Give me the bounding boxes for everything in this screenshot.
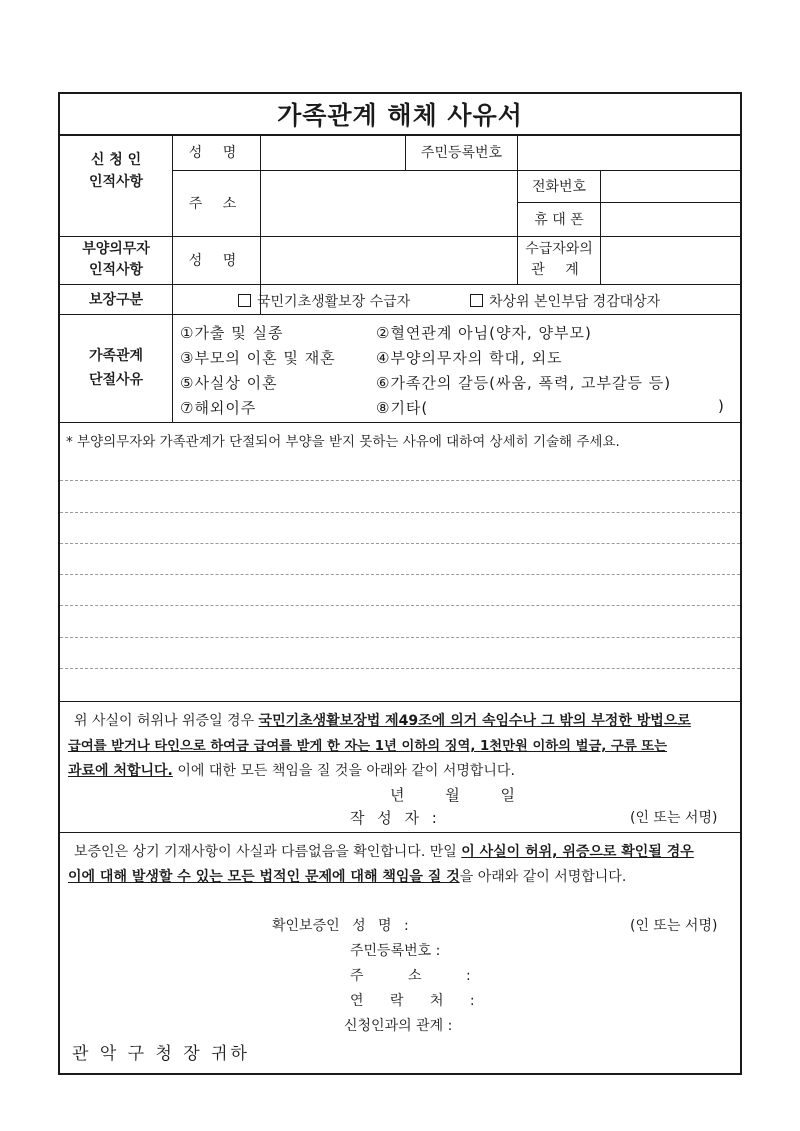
- coverage-label: 보장구분: [88, 292, 144, 308]
- guarantor-line2: [68, 865, 736, 889]
- reason-option[interactable]: ⑦해외이주: [180, 399, 257, 417]
- declaration-sign-note: (인 또는 서명): [630, 810, 718, 826]
- applicant-address-label: 주 소: [188, 196, 245, 212]
- reason-option[interactable]: ⑥가족간의 갈등(싸움, 폭력, 고부갈등 등): [376, 374, 672, 392]
- declaration-line1-a: 위 사실이 허위나 위증일 경우: [74, 713, 259, 729]
- reason-option[interactable]: ②혈연관계 아님(양자, 양부모): [376, 324, 592, 342]
- applicant-mobile-field[interactable]: [601, 203, 742, 235]
- declaration-writer-field[interactable]: [460, 807, 620, 827]
- declaration-line3-b: 이에 대한 모든 책임을 질 것을 아래와 같이 서명합니다.: [172, 763, 515, 779]
- grid-line: [172, 314, 173, 422]
- guarantor-line1-b: 이 사실이 허위, 위증으로 확인될 경우: [461, 844, 694, 860]
- declaration-line2-text: 급여를 받거나 타인으로 하여금 급여를 받게 한 자는 1년 이하의 징역, 1천만원 이하의 벌금, 구류 또는: [68, 739, 667, 754]
- applicant-phone-field[interactable]: [601, 171, 742, 201]
- detail-text-area[interactable]: [60, 444, 742, 699]
- applicant-rrn-field[interactable]: [518, 135, 742, 169]
- reason-option[interactable]: ④부양의무자의 학대, 외도: [376, 349, 563, 367]
- guarantor-address-label: 주 소 :: [350, 968, 471, 984]
- coverage-option-1-text: 국민기초생활보장 수급자: [257, 294, 411, 310]
- reason-option[interactable]: ③부모의 이혼 및 재혼: [180, 349, 336, 367]
- reason-option[interactable]: ①가출 및 실종: [180, 324, 284, 342]
- applicant-rrn-label: 주민등록번호: [420, 145, 503, 161]
- guarantor-rrn-label: 주민등록번호 :: [350, 943, 441, 959]
- application-form: [58, 92, 742, 1075]
- reasons-label-line1: 가족관계: [88, 348, 144, 364]
- applicant-phone-label: 전화번호: [531, 179, 587, 195]
- guarantor-line2-a: 이에 대해 발생할 수 있는 모든 법적인 문제에 대해 책임을 질 것: [68, 869, 460, 885]
- reason-option[interactable]: ⑤사실상 이혼: [180, 374, 278, 392]
- supporter-relation-field[interactable]: [601, 237, 742, 283]
- guarantor-name-field[interactable]: [460, 913, 620, 933]
- guarantor-line1: [68, 840, 736, 864]
- grid-line: [60, 701, 742, 702]
- grid-line: [60, 422, 742, 423]
- guarantor-contact-field[interactable]: [460, 988, 620, 1008]
- coverage-option-1[interactable]: [238, 291, 410, 311]
- applicant-label-line1: 신 청 인: [90, 152, 142, 168]
- applicant-section-label: [60, 134, 172, 190]
- applicant-name-field[interactable]: [261, 135, 404, 169]
- declaration-line3-a: 과료에 처합니다.: [68, 763, 173, 779]
- reason-other-close: ): [718, 397, 725, 415]
- applicant-mobile-label: 휴 대 폰: [534, 212, 584, 228]
- grid-line: [60, 832, 742, 833]
- coverage-option-2-text: 차상위 본인부담 경감대상자: [489, 294, 661, 310]
- guarantor-line2-b: 을 아래와 같이 서명합니다.: [459, 869, 627, 885]
- supporter-relation-line1: 수급자와의: [525, 241, 593, 257]
- applicant-name-label: 성 명: [188, 145, 245, 161]
- checkbox-icon[interactable]: [470, 294, 483, 307]
- guarantor-sign-note: (인 또는 서명): [630, 918, 718, 934]
- supporter-name-field[interactable]: [261, 237, 517, 283]
- supporter-label-line1: 부양의무자: [82, 241, 150, 257]
- supporter-label-line2: 인적사항: [88, 262, 144, 278]
- declaration-line2: [68, 734, 736, 759]
- guarantor-name-label: 확인보증인 성 명 :: [272, 918, 409, 934]
- applicant-address-field[interactable]: [261, 171, 517, 235]
- supporter-section-label: [60, 236, 172, 284]
- declaration-line1-b: 국민기초생활보장법 제49조에 의거 속임수나 그 밖의 부정한 방법으로: [258, 713, 691, 729]
- declaration-writer-label: 작 성 자 :: [350, 809, 441, 827]
- applicant-label-line2: 인적사항: [88, 174, 144, 190]
- coverage-option-2[interactable]: [470, 291, 660, 311]
- supporter-name-label: 성 명: [188, 253, 245, 269]
- reasons-label-line2: 단절사유: [88, 372, 144, 388]
- recipient-line: 관 악 구 청 장 귀하: [72, 1044, 250, 1064]
- supporter-relation-line2: 관 계: [531, 262, 587, 278]
- guarantor-line1-a: 보증인은 상기 기재사항이 사실과 다름없음을 확인합니다. 만일: [74, 844, 462, 860]
- detail-instruction: * 부양의무자와 가족관계가 단절되어 부양을 받지 못하는 사유에 대하여 상세히 기술해 주세요.: [66, 434, 620, 450]
- checkbox-icon[interactable]: [238, 294, 251, 307]
- declaration-line1: [68, 709, 736, 733]
- supporter-relation-label: [518, 236, 600, 284]
- reason-option-other[interactable]: ⑧기타(: [376, 399, 429, 417]
- guarantor-contact-label: 연 락 처 :: [350, 993, 486, 1009]
- declaration-date[interactable]: 년 월 일: [390, 786, 516, 804]
- declaration-line3: [68, 759, 736, 783]
- form-title: 가족관계 해체 사유서: [60, 94, 740, 136]
- guarantor-relation-field[interactable]: [460, 1013, 620, 1033]
- guarantor-address-field[interactable]: [460, 963, 620, 983]
- reasons-section-label: [60, 314, 172, 422]
- guarantor-relation-label: 신청인과의 관계 :: [344, 1018, 453, 1034]
- guarantor-rrn-field[interactable]: [460, 938, 620, 958]
